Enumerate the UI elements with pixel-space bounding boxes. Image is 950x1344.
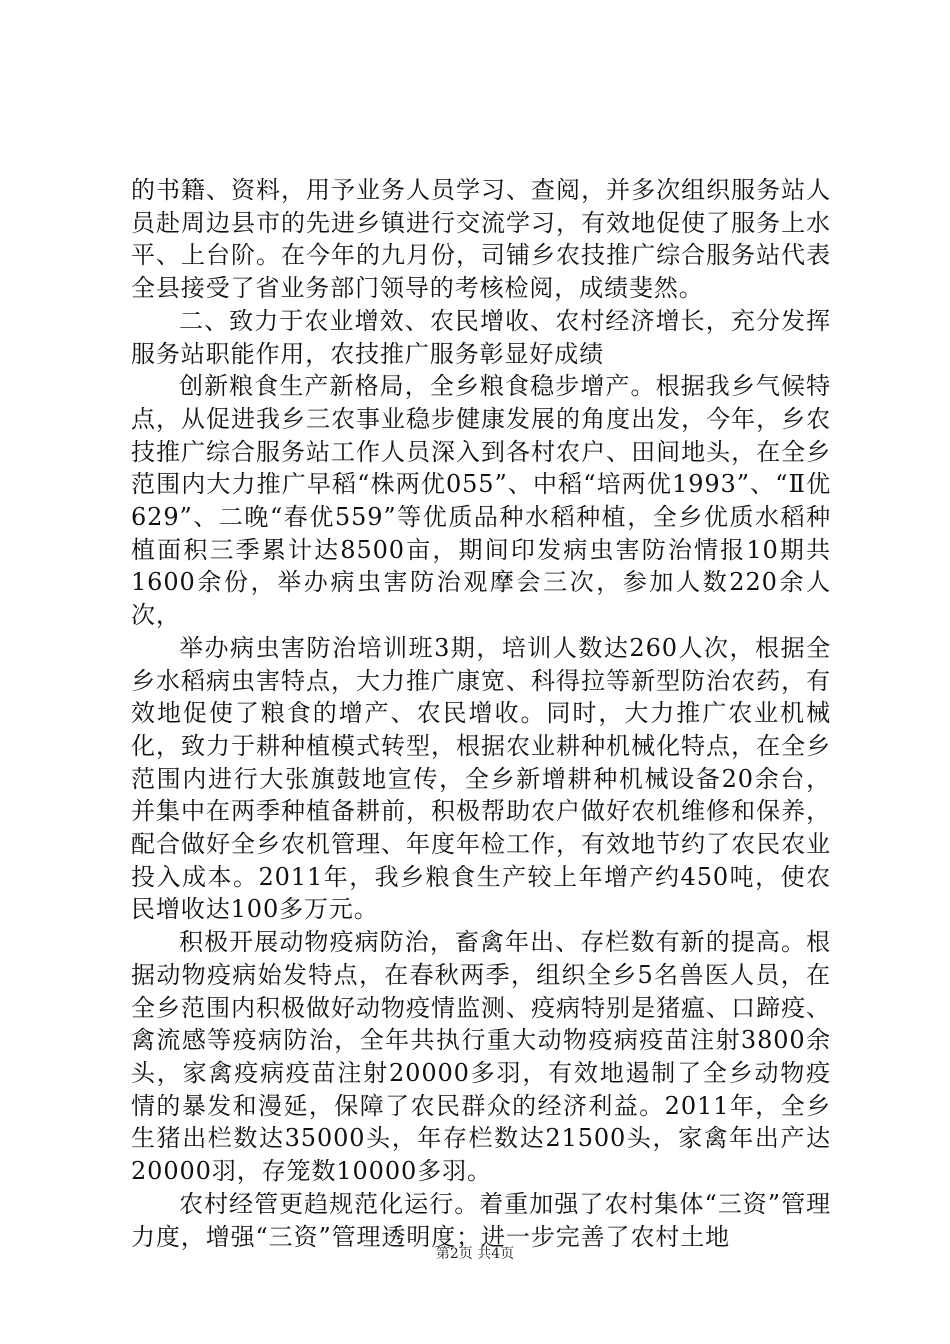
page-number-footer: 第2页 共4页 — [435, 1246, 515, 1262]
paragraph-pest-training: 举办病虫害防治培训班3期，培训人数达260人次，根据全乡水稻病虫害特点，大力推广康宽、科得拉等新型防治农药，有效地促使了粮食的增产、农民增收。同时，大力推广农业机械化，致力于耕种植模式转型，根据农业耕种机械化特点，在全乡范围内进行大张旗鼓地宣传，全乡新增耕种机械设备20余台，并集中在两季种植备耕前，积极帮助农户做好农机维修和保养，配合做好全乡农机管理、年度年检工作，有效地节约了农民农业投入成本。2011年，我乡粮食生产较上年增产约450吨，使农民增收达100多万元。 — [131, 633, 831, 924]
document-body — [131, 174, 831, 1253]
paragraph-rural-management: 农村经管更趋规范化运行。着重加强了农村集体“三资”管理力度，增强“三资”管理透明度；进一步完善了农村土地 — [131, 1189, 831, 1251]
paragraph-animal-disease: 积极开展动物疫病防治，畜禽年出、存栏数有新的提高。根据动物疫病始发特点，在春秋两季，组织全乡5名兽医人员，在全乡范围内积极做好动物疫情监测、疫病特别是猪瘟、口蹄疫、禽流感等疫病防治，全年共执行重大动物疫病疫苗注射3800余头，家禽疫病疫苗注射20000多羽，有效地遏制了全乡动物疫情的暴发和漫延，保障了农民群众的经济利益。2011年，全乡生猪出栏数达35000头，年存栏数达21500头，家禽年出产达20000羽，存笼数10000多羽。 — [131, 928, 831, 1186]
paragraph-continuation: 的书籍、资料，用予业务人员学习、查阅，并多次组织服务站人员赴周边县市的先进乡镇进行交流学习，有效地促使了服务上水平、上台阶。在今年的九月份，司铺乡农技推广综合服务站代表全县接受了省业务部门领导的考核检阅，成绩斐然。 — [131, 176, 831, 303]
section-heading-two: 二、致力于农业增效、农民增收、农村经济增长，充分发挥服务站职能作用，农技推广服务彰显好成绩 — [131, 306, 831, 368]
paragraph-grain-production: 创新粮食生产新格局，全乡粮食稳步增产。根据我乡气候特点，从促进我乡三农事业稳步健康发展的角度出发，今年，乡农技推广综合服务站工作人员深入到各村农户、田间地头，在全乡范围内大力推广早稻“株两优055”、中稻“培两优1993”、“Ⅱ优629”、二晚“春优559”等优质品种水稻种植，全乡优质水稻种植面积三季累计达8500亩，期间印发病虫害防治情报10期共1600余份，举办病虫害防治观摩会三次，参加人数220余人次， — [131, 372, 831, 630]
